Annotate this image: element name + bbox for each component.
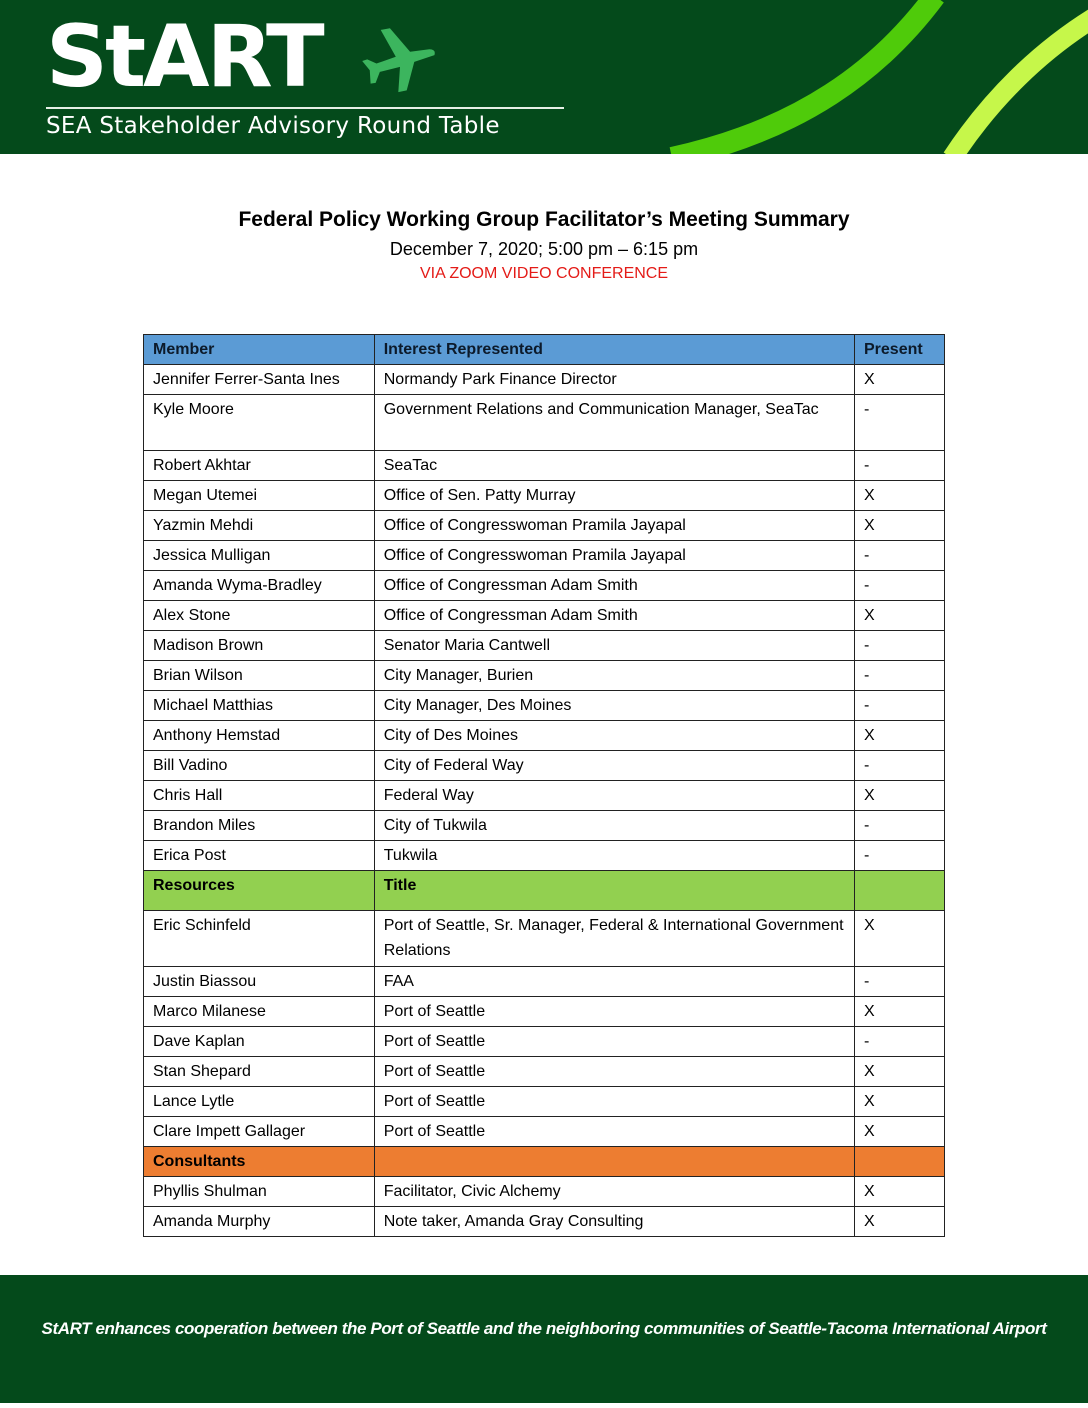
member-name: Alex Stone	[144, 601, 375, 631]
member-name: Bill Vadino	[144, 751, 375, 781]
member-name: Erica Post	[144, 841, 375, 871]
present-mark: X	[855, 721, 945, 751]
interest-represented: Facilitator, Civic Alchemy	[374, 1177, 854, 1207]
table-row	[144, 721, 945, 751]
interest-represented: City Manager, Des Moines	[374, 691, 854, 721]
interest-represented: Senator Maria Cantwell	[374, 631, 854, 661]
member-name: Yazmin Mehdi	[144, 511, 375, 541]
table-row	[144, 365, 945, 395]
table-row	[144, 511, 945, 541]
member-name: Amanda Wyma-Bradley	[144, 571, 375, 601]
interest-represented: Office of Congressman Adam Smith	[374, 571, 854, 601]
interest-represented: City of Des Moines	[374, 721, 854, 751]
consultants-header-col3	[855, 1147, 945, 1177]
member-name: Clare Impett Gallager	[144, 1117, 375, 1147]
interest-represented: Normandy Park Finance Director	[374, 365, 854, 395]
interest-represented: Office of Congresswoman Pramila Jayapal	[374, 511, 854, 541]
header-interest: Interest Represented	[374, 335, 854, 365]
present-mark: X	[855, 781, 945, 811]
member-name: Eric Schinfeld	[144, 911, 375, 967]
table-row	[144, 451, 945, 481]
present-mark: X	[855, 601, 945, 631]
member-name: Megan Utemei	[144, 481, 375, 511]
present-mark: -	[855, 571, 945, 601]
table-row	[144, 967, 945, 997]
member-name: Anthony Hemstad	[144, 721, 375, 751]
table-row	[144, 781, 945, 811]
attendance-table	[143, 334, 945, 1237]
logo-divider	[46, 107, 564, 109]
table-row	[144, 1087, 945, 1117]
airplane-icon	[358, 22, 442, 100]
present-mark: X	[855, 1087, 945, 1117]
member-name: Marco Milanese	[144, 997, 375, 1027]
interest-represented: Government Relations and Communication Manager, SeaTac	[374, 395, 854, 451]
member-name: Kyle Moore	[144, 395, 375, 451]
member-name: Amanda Murphy	[144, 1207, 375, 1237]
interest-represented: City of Tukwila	[374, 811, 854, 841]
interest-represented: City of Federal Way	[374, 751, 854, 781]
logo-subtitle: SEA Stakeholder Advisory Round Table	[46, 113, 500, 139]
present-mark: -	[855, 1027, 945, 1057]
table-row	[144, 691, 945, 721]
table-row	[144, 751, 945, 781]
present-mark: X	[855, 997, 945, 1027]
table-row	[144, 631, 945, 661]
member-name: Michael Matthias	[144, 691, 375, 721]
present-mark: -	[855, 395, 945, 451]
footer-tagline: StART enhances cooperation between the Port of Seattle and the neighboring communities of Seattle-Tacoma International Airport	[41, 1319, 1047, 1338]
present-mark: X	[855, 511, 945, 541]
present-mark: -	[855, 841, 945, 871]
interest-represented: Port of Seattle	[374, 1027, 854, 1057]
present-mark: X	[855, 911, 945, 967]
consultants-header-row	[144, 1147, 945, 1177]
table-row	[144, 1117, 945, 1147]
interest-represented: Port of Seattle	[374, 1117, 854, 1147]
member-name: Lance Lytle	[144, 1087, 375, 1117]
interest-represented: Office of Sen. Patty Murray	[374, 481, 854, 511]
table-row	[144, 1057, 945, 1087]
present-mark: -	[855, 691, 945, 721]
header-member: Member	[144, 335, 375, 365]
resources-header-col2: Title	[374, 871, 854, 911]
member-name: Phyllis Shulman	[144, 1177, 375, 1207]
table-row	[144, 661, 945, 691]
member-name: Jennifer Ferrer-Santa Ines	[144, 365, 375, 395]
interest-represented: Federal Way	[374, 781, 854, 811]
interest-represented: FAA	[374, 967, 854, 997]
consultants-header-col1: Consultants	[144, 1147, 375, 1177]
member-name: Robert Akhtar	[144, 451, 375, 481]
present-mark: X	[855, 1177, 945, 1207]
member-name: Justin Biassou	[144, 967, 375, 997]
resources-header-col3	[855, 871, 945, 911]
table-row	[144, 841, 945, 871]
table-row	[144, 601, 945, 631]
present-mark: -	[855, 541, 945, 571]
interest-represented: Port of Seattle	[374, 1087, 854, 1117]
table-row	[144, 811, 945, 841]
interest-represented: Office of Congresswoman Pramila Jayapal	[374, 541, 854, 571]
table-row	[144, 1177, 945, 1207]
member-name: Jessica Mulligan	[144, 541, 375, 571]
header-banner	[0, 0, 1088, 154]
present-mark: X	[855, 1117, 945, 1147]
present-mark: -	[855, 451, 945, 481]
consultants-header-col2	[374, 1147, 854, 1177]
member-name: Dave Kaplan	[144, 1027, 375, 1057]
table-row	[144, 571, 945, 601]
interest-represented: SeaTac	[374, 451, 854, 481]
table-row	[144, 541, 945, 571]
interest-represented: Office of Congressman Adam Smith	[374, 601, 854, 631]
present-mark: X	[855, 365, 945, 395]
interest-represented: City Manager, Burien	[374, 661, 854, 691]
present-mark: -	[855, 661, 945, 691]
table-row	[144, 481, 945, 511]
member-name: Madison Brown	[144, 631, 375, 661]
resources-header-col1: Resources	[144, 871, 375, 911]
table-row	[144, 1207, 945, 1237]
table-row	[144, 997, 945, 1027]
meeting-venue: VIA ZOOM VIDEO CONFERENCE	[419, 265, 669, 282]
present-mark: -	[855, 811, 945, 841]
interest-represented: Port of Seattle	[374, 997, 854, 1027]
interest-represented: Port of Seattle	[374, 1057, 854, 1087]
present-mark: X	[855, 1207, 945, 1237]
present-mark: X	[855, 481, 945, 511]
logo-text: StART	[46, 7, 322, 107]
present-mark: -	[855, 751, 945, 781]
footer-banner	[0, 1275, 1088, 1403]
present-mark: X	[855, 1057, 945, 1087]
member-name: Chris Hall	[144, 781, 375, 811]
present-mark: -	[855, 967, 945, 997]
interest-represented: Port of Seattle, Sr. Manager, Federal & International Government Relations	[374, 911, 854, 967]
header-present: Present	[855, 335, 945, 365]
member-name: Brandon Miles	[144, 811, 375, 841]
table-row	[144, 911, 945, 967]
meeting-date-time: December 7, 2020; 5:00 pm – 6:15 pm	[389, 239, 699, 259]
table-row	[144, 395, 945, 451]
members-header-row	[144, 335, 945, 365]
interest-represented: Tukwila	[374, 841, 854, 871]
present-mark: -	[855, 631, 945, 661]
document-title: Federal Policy Working Group Facilitator’s Meeting Summary	[238, 208, 850, 231]
member-name: Brian Wilson	[144, 661, 375, 691]
interest-represented: Note taker, Amanda Gray Consulting	[374, 1207, 854, 1237]
table-row	[144, 1027, 945, 1057]
member-name: Stan Shepard	[144, 1057, 375, 1087]
resources-header-row	[144, 871, 945, 911]
